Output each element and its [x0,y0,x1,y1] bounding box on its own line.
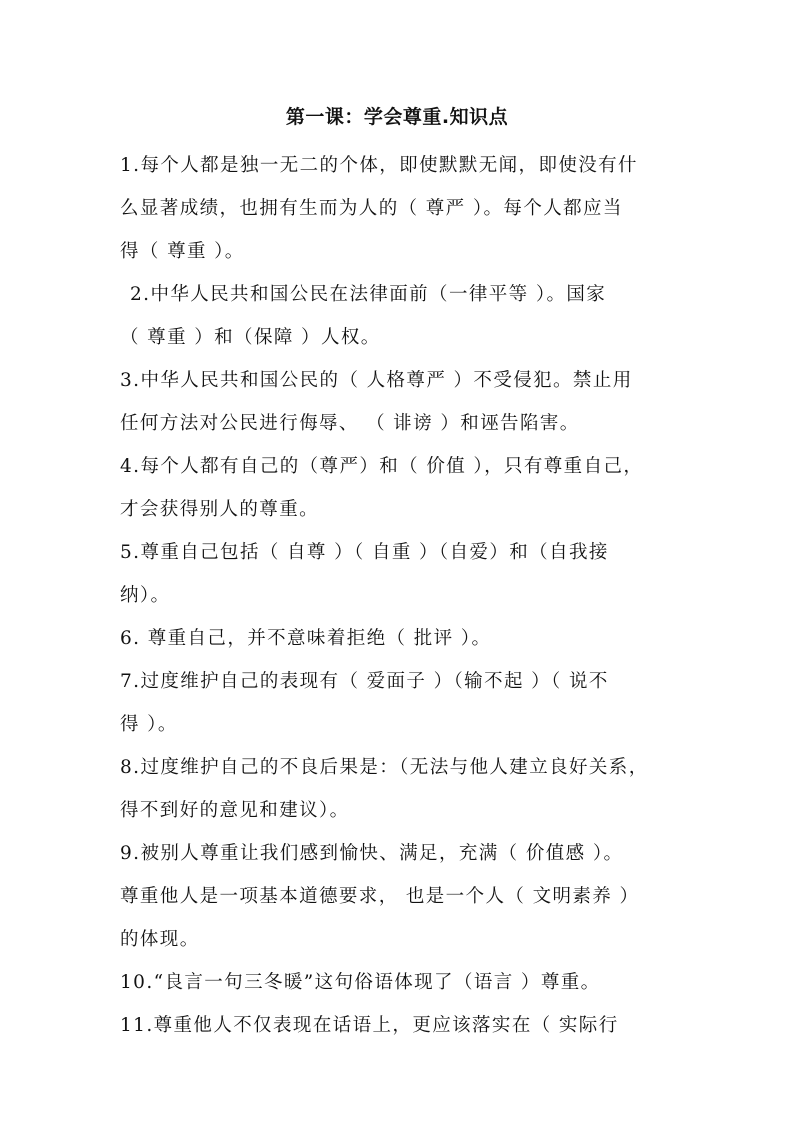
knowledge-points-body [120,144,680,1047]
text-line: 1.每个人都是独一无二的个体，即使默默无闻，即使没有什 [120,155,638,176]
text-line: 2.中华人民共和国公民在法律面前（一律平等 ）。国家 [130,284,607,305]
text-line: 么显著成绩，也拥有生而为人的（ 尊严 ）。每个人都应当 [120,198,623,219]
text-line: 9.被别人尊重让我们感到愉快、满足，充满（ 价值感 ）。 [120,843,624,864]
text-line: 3.中华人民共和国公民的（ 人格尊严 ）不受侵犯。禁止用 [120,370,633,391]
text-line: 8.过度维护自己的不良后果是：（无法与他人建立良好关系， [120,757,649,778]
text-line: 5.尊重自己包括（ 自尊 ）（ 自重 ）（自爱）和（自我接 [120,542,609,563]
text-line: 6. 尊重自己，并不意味着拒绝（ 批评 ）。 [120,628,492,649]
text-line: 得（ 尊重 ）。 [120,241,245,262]
text-line: 尊重他人是一项基本道德要求， 也是一个人（ 文明素养 ） [120,886,640,907]
text-line: 任何方法对公民进行侮辱、 （ 诽谤 ）和诬告陷害。 [120,413,580,434]
text-line: 7.过度维护自己的表现有（ 爱面子 ）（输不起 ）（ 说不 [120,671,609,692]
text-line: 11.尊重他人不仅表现在话语上，更应该落实在（ 实际行 [120,1015,619,1036]
page-title: 第一课：学会尊重.知识点 [285,106,509,128]
text-line: 得 ）。 [120,714,178,735]
text-line: 纳）。 [120,585,171,606]
text-line: 的体现。 [120,929,200,950]
text-line: 4.每个人都有自己的（尊严）和（ 价值 ），只有尊重自己， [120,456,644,477]
text-line: 得不到好的意见和建议）。 [120,800,350,821]
text-line: 10.“良言一句三冬暖”这句俗语体现了（语言 ）尊重。 [120,972,601,993]
text-line: （ 尊重 ）和（保障 ）人权。 [120,327,381,348]
text-line: 才会获得别人的尊重。 [120,499,320,520]
